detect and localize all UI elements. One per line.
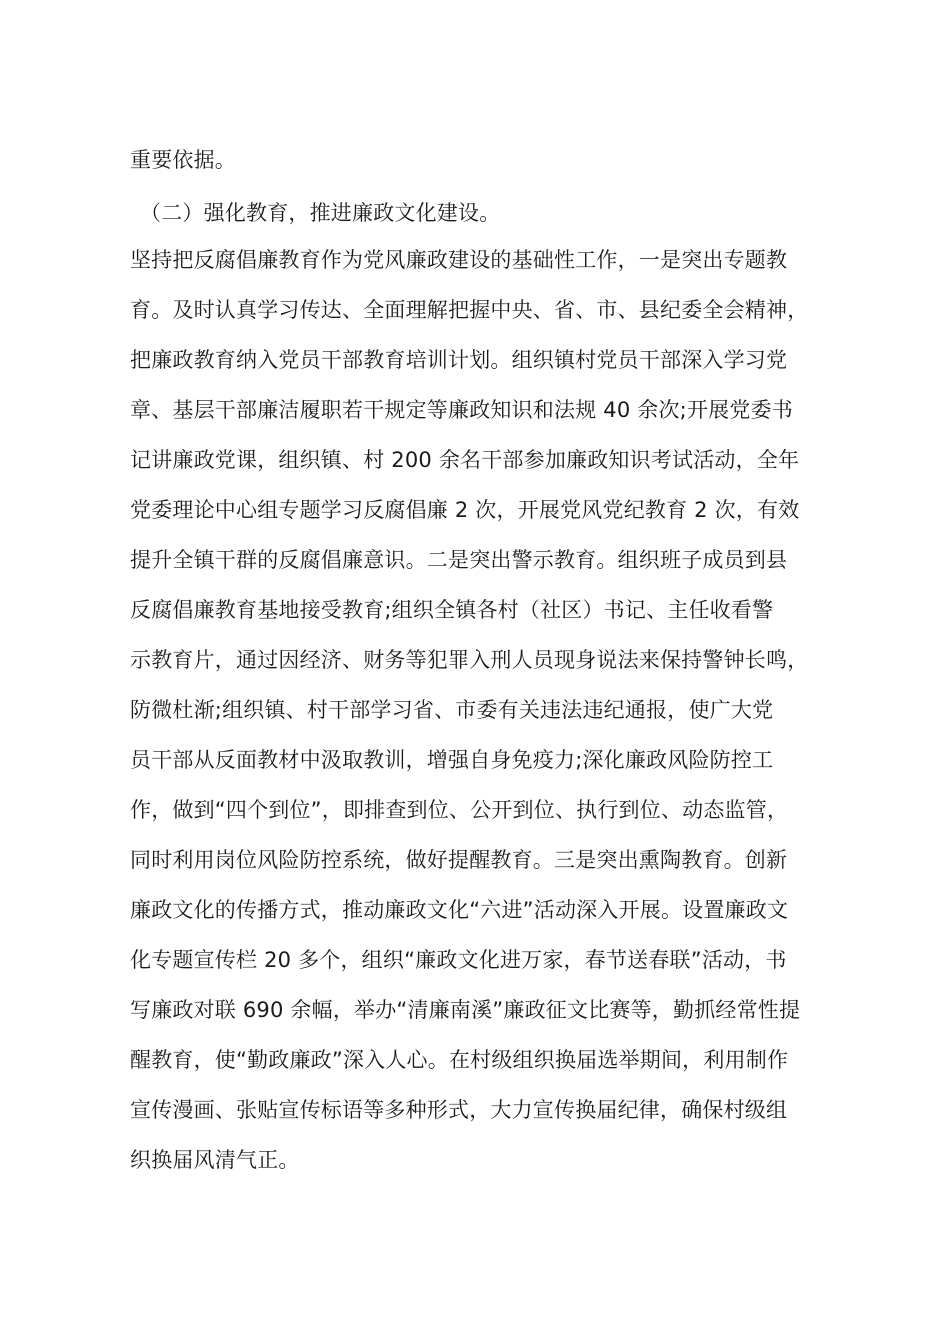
text-line: 写廉政对联 690 余幅，举办“清廉南溪”廉政征文比赛等，勤抓经常性提: [130, 998, 801, 1022]
text-line: 防微杜渐;组织镇、村干部学习省、市委有关违法违纪通报，使广大党: [130, 698, 774, 722]
text-line: 廉政文化的传播方式，推动廉政文化“六进”活动深入开展。设置廉政文: [130, 898, 789, 922]
text-line: 重要依据。: [130, 148, 236, 172]
text-line: 醒教育，使“勤政廉政”深入人心。在村级组织换届选举期间，利用制作: [130, 1048, 789, 1072]
text-line: 提升全镇干群的反腐倡廉意识。二是突出警示教育。组织班子成员到县: [130, 548, 788, 572]
text-line: 党委理论中心组专题学习反腐倡廉 2 次，开展党风党纪教育 2 次，有效: [130, 498, 800, 522]
text-line: 织换届风清气正。: [130, 1148, 300, 1172]
text-line: 同时利用岗位风险防控系统，做好提醒教育。三是突出熏陶教育。创新: [130, 848, 788, 872]
text-line: 把廉政教育纳入党员干部教育培训计划。组织镇村党员干部深入学习党: [130, 348, 788, 372]
text-line: 记讲廉政党课，组织镇、村 200 余名干部参加廉政知识考试活动，全年: [130, 448, 800, 472]
text-line: 反腐倡廉教育基地接受教育;组织全镇各村（社区）书记、主任收看警: [130, 598, 774, 622]
text-line: 示教育片，通过因经济、财务等犯罪入刑人员现身说法来保持警钟长鸣，: [130, 648, 809, 672]
text-line: 章、基层干部廉洁履职若干规定等廉政知识和法规 40 余次;开展党委书: [130, 398, 793, 422]
text-line: 坚持把反腐倡廉教育作为党风廉政建设的基础性工作，一是突出专题教: [130, 248, 788, 272]
text-line: 宣传漫画、张贴宣传标语等多种形式，大力宣传换届纪律，确保村级组: [130, 1098, 788, 1122]
text-line: 员干部从反面教材中汲取教训，增强自身免疫力;深化廉政风险防控工: [130, 748, 774, 772]
text-line: 化专题宣传栏 20 多个，组织“廉政文化进万家，春节送春联”活动，书: [130, 948, 787, 972]
section-heading: （二）强化教育，推进廉政文化建设。: [140, 201, 501, 225]
text-line: 作，做到“四个到位”，即排查到位、公开到位、执行到位、动态监管，: [130, 798, 789, 822]
text-line: 育。及时认真学习传达、全面理解把握中央、省、市、县纪委全会精神，: [130, 298, 809, 322]
